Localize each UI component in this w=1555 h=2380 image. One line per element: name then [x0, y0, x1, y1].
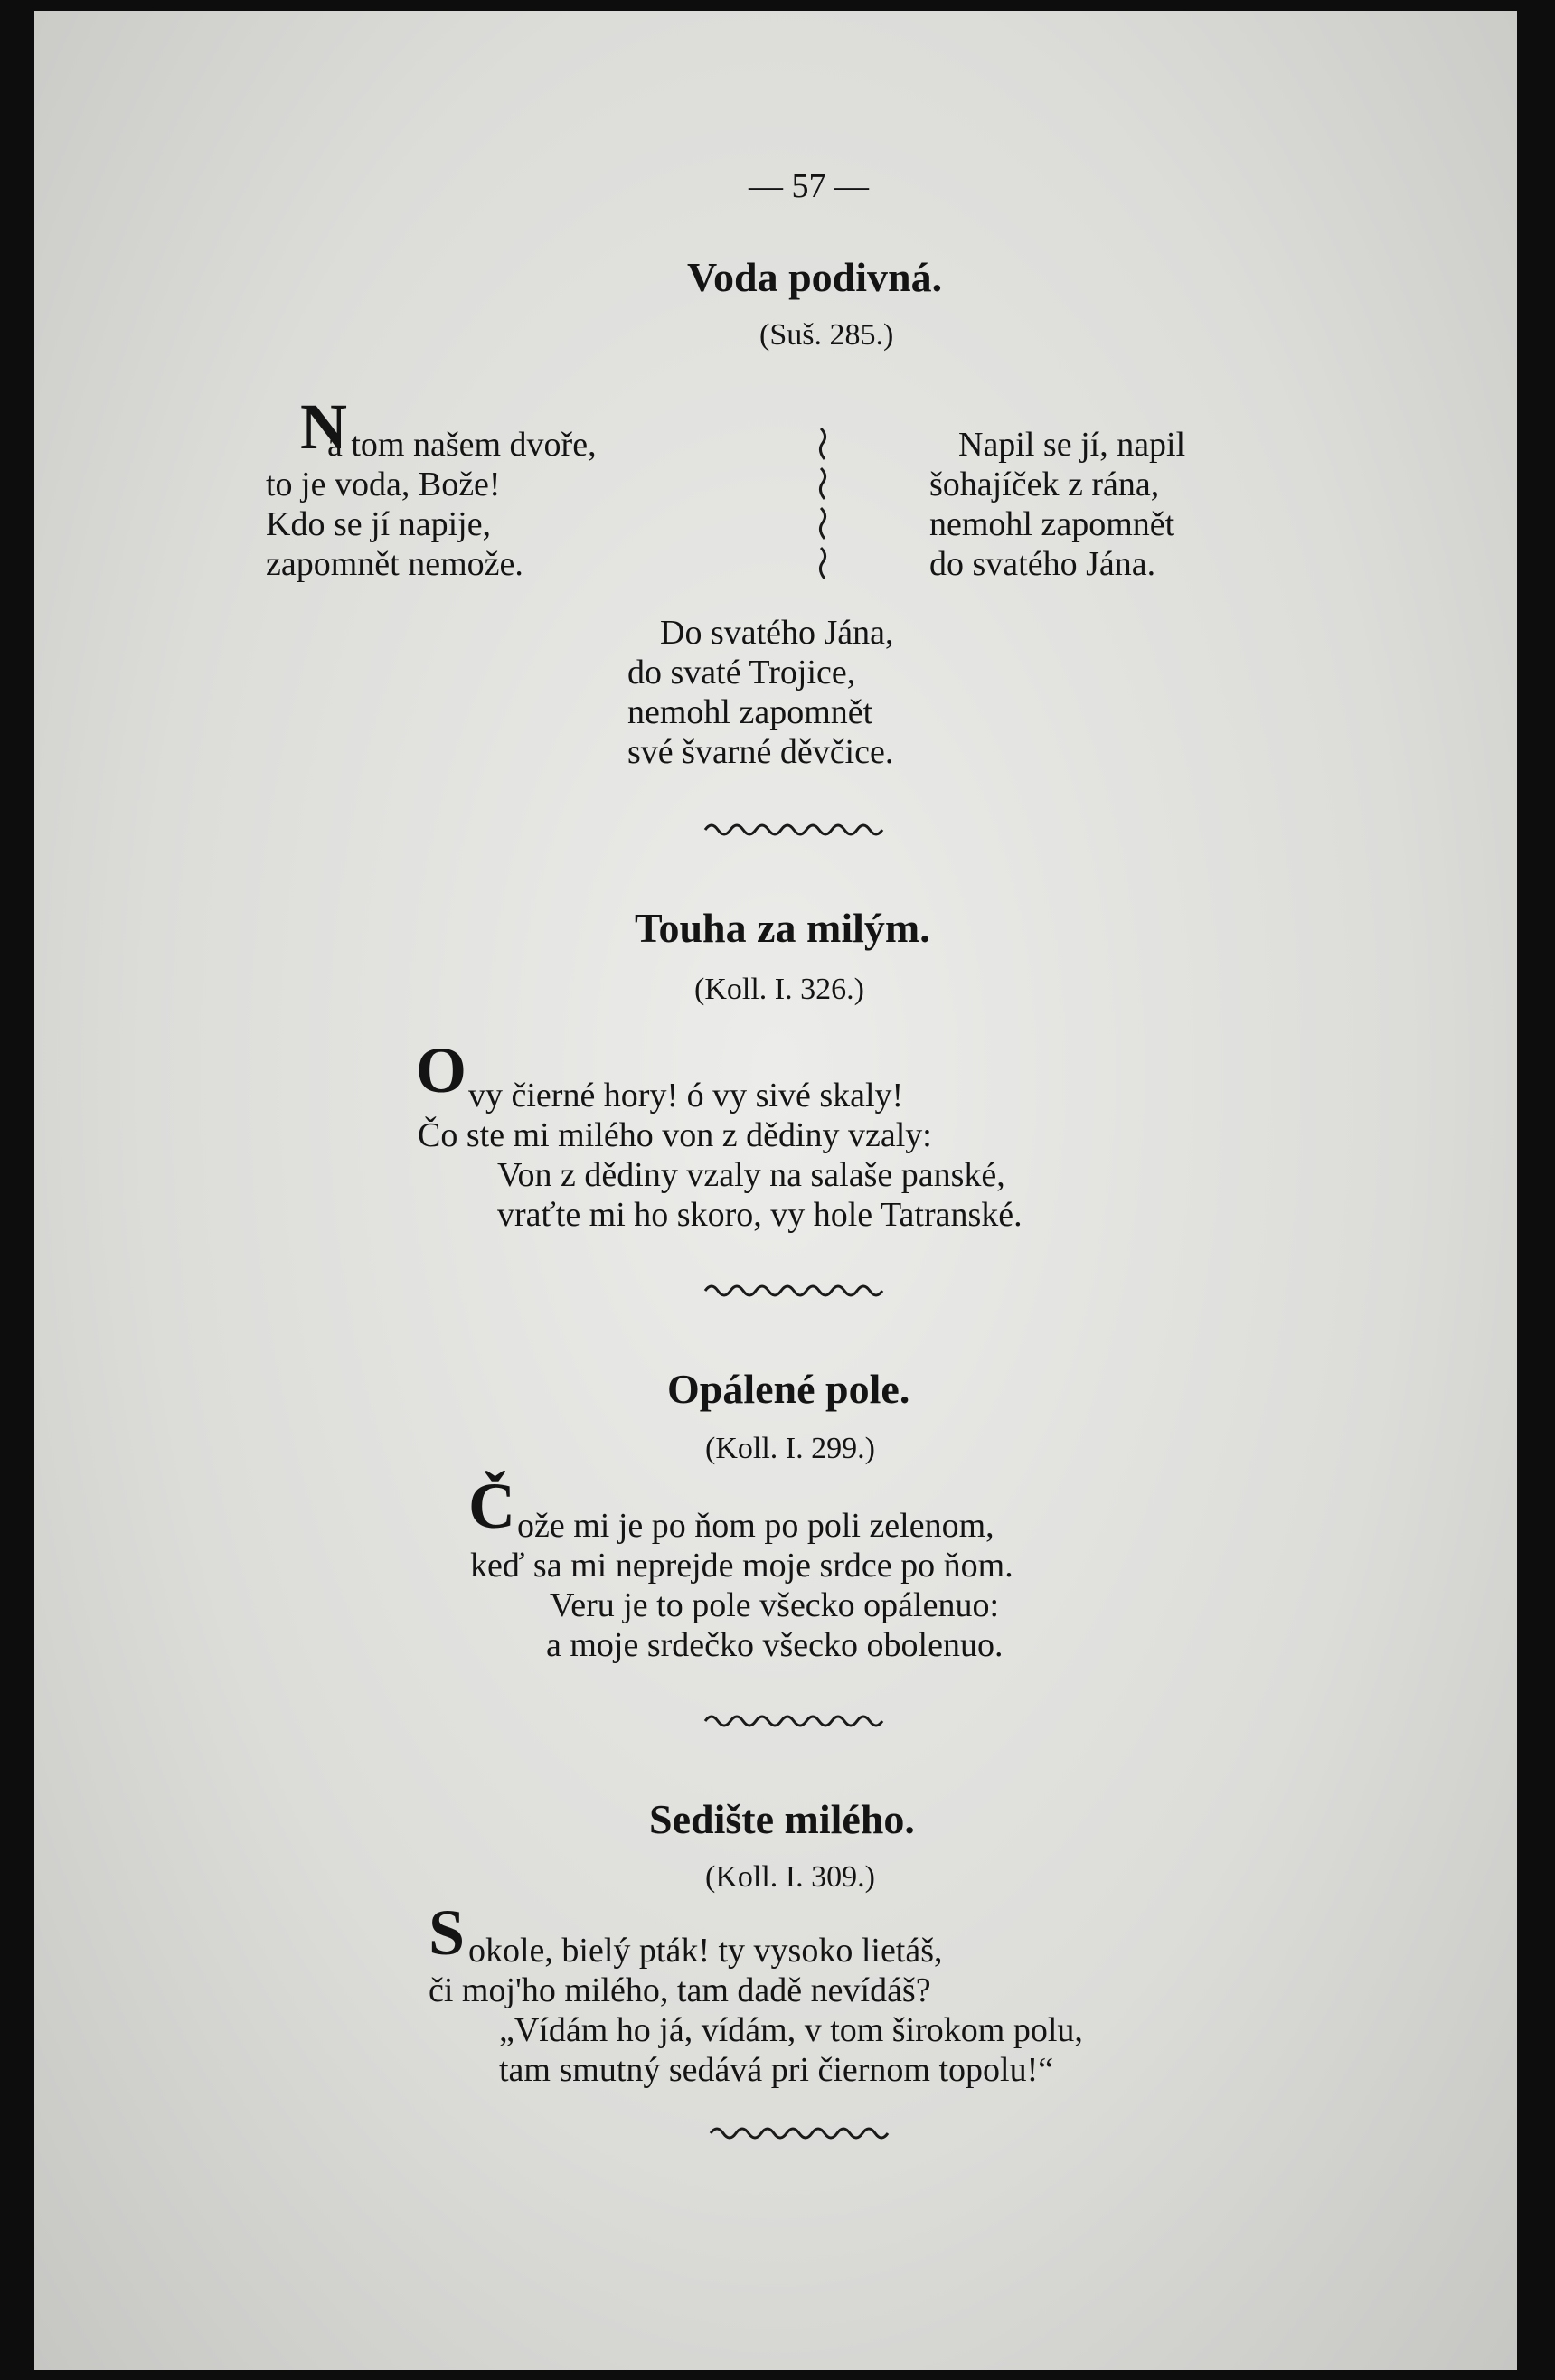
poem-source: (Koll. I. 309.): [705, 1860, 875, 1894]
poem-source: (Koll. I. 299.): [705, 1432, 875, 1465]
verse-line: okole, bielý pták! ty vysoko lietáš,: [468, 1932, 943, 1970]
verse-line: Čo ste mi milého von z dědiny vzaly:: [418, 1116, 932, 1154]
drop-cap: Č: [468, 1470, 515, 1542]
drop-cap: O: [416, 1034, 467, 1106]
stanza: [418, 1076, 1023, 1235]
verse-line: Veru je to pole všecko opálenuo:: [550, 1586, 1000, 1624]
verse-line: zapomnět nemože.: [266, 545, 523, 583]
poem-source: (Suš. 285.): [759, 318, 894, 352]
verse-line: do svaté Trojice,: [627, 654, 856, 691]
verse-line: nemohl zapomnět: [929, 505, 1175, 543]
verse-line: keď sa mi neprejde moje srdce po ňom.: [470, 1547, 1013, 1585]
page-number: — 57 —: [749, 167, 869, 205]
verse-line: do svatého Jána.: [929, 545, 1156, 583]
wavy-divider: [703, 1708, 893, 1730]
verse-line: to je voda, Bože!: [266, 466, 501, 503]
poem-title: Sedište milého.: [649, 1796, 915, 1842]
stanza-brace-divider: [817, 425, 832, 584]
verse-line: vy čierné hory! ó vy sivé skaly!: [468, 1077, 904, 1115]
drop-cap: N: [300, 390, 347, 463]
verse-line: či moj'ho milého, tam dadě nevídáš?: [429, 1971, 931, 2009]
verse-line: nemohl zapomnět: [627, 693, 873, 731]
drop-cap: S: [429, 1896, 466, 1969]
verse-line: šohajíček z rána,: [929, 466, 1160, 503]
verse-line: své švarné děvčice.: [627, 733, 894, 771]
verse-line: vraťte mi ho skoro, vy hole Tatranské.: [497, 1196, 1023, 1234]
wavy-divider: [703, 817, 893, 839]
poem-title: Opálené pole.: [667, 1366, 910, 1412]
poem-title: Touha za milým.: [635, 905, 930, 951]
verse-line: a moje srdečko všecko obolenuo.: [546, 1626, 1004, 1664]
wavy-divider: [703, 1278, 893, 1300]
book-page: [34, 11, 1517, 2370]
verse-line: a tom našem dvoře,: [327, 426, 597, 464]
verse-line: Napil se jí, napil: [958, 426, 1186, 464]
left-stanza: [266, 425, 597, 584]
verse-line: tam smutný sedává pri čiernom topolu!“: [499, 2051, 1054, 2089]
stanza: [429, 1931, 1083, 2090]
verse-line: Von z dědiny vzaly na salaše panské,: [497, 1156, 1005, 1194]
verse-line: Kdo se jí napije,: [266, 505, 492, 543]
poem-title: Voda podivná.: [687, 254, 943, 300]
right-stanza: [929, 425, 1185, 584]
center-stanza: [627, 613, 894, 772]
verse-line: „Vídám ho já, vídám, v tom širokom polu,: [499, 2011, 1083, 2049]
stanza: [470, 1506, 1013, 1665]
poem-source: (Koll. I. 326.): [694, 973, 864, 1006]
wavy-divider: [709, 2121, 899, 2142]
verse-line: ože mi je po ňom po poli zelenom,: [517, 1507, 994, 1545]
verse-line: Do svatého Jána,: [660, 614, 894, 652]
